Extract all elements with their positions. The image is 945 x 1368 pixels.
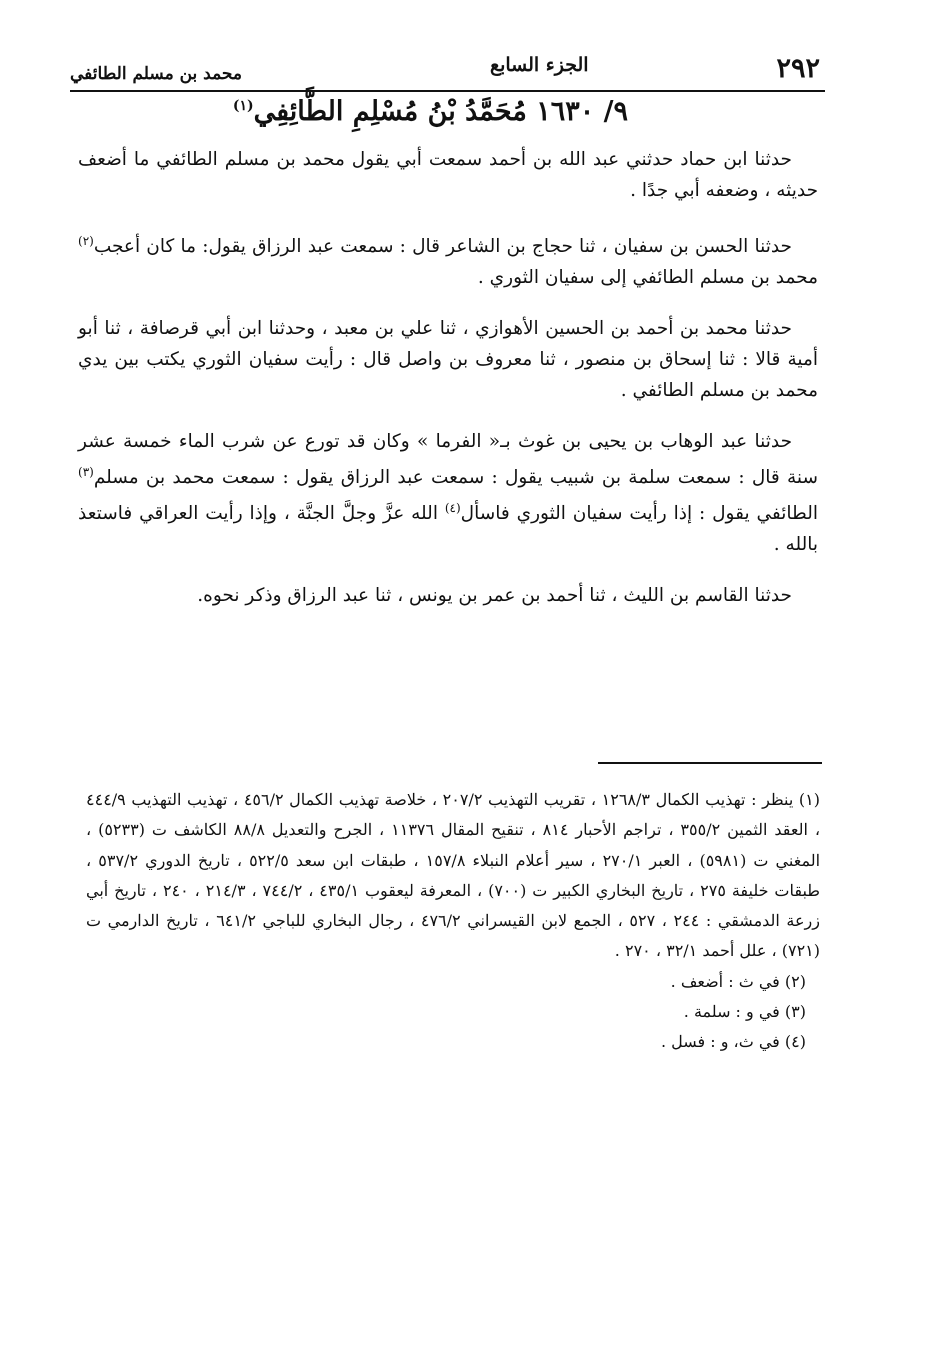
footnote-ref-3: (٣)	[78, 465, 94, 480]
title-footnote-ref: (١)	[232, 98, 254, 114]
paragraph-4	[78, 426, 818, 560]
paragraph-2-part-2: محمد بن مسلم الطائفي إلى سفيان الثوري .	[477, 267, 818, 289]
paragraph-3: حدثنا محمد بن أحمد بن الحسين الأهوازي ، ثنا علي بن معبد ، وحدثنا ابن أبي قرصافة ، ثنا أبو أمية قالا : ثنا إسحاق بن منصور ، ثنا معروف بن واصل قال : رأيت سفيان الثوري يكتب بين يدي محمد بن مسلم الطائفي .	[78, 318, 818, 402]
paragraph-4-part-2: الطائفي يقول : إذا رأيت سفيان الثوري فاسأل	[460, 503, 818, 525]
footnote-separator	[598, 762, 822, 764]
entry-title-text: ٩/ ١٦٣٠ مُحَمَّدُ بْنُ مُسْلِمِ الطَّائِفِي	[253, 96, 628, 127]
running-title: محمد بن مسلم الطائفي	[70, 64, 243, 84]
footnote-2: (٢) في ث : أضعف .	[670, 971, 806, 991]
footnote-ref-4: (٤)	[444, 501, 461, 516]
footnote-1: (١) ينظر : تهذيب الكمال ١٢٦٨/٣ ، تقريب التهذيب ٢٠٧/٢ ، خلاصة تهذيب الكمال ٤٥٦/٢ ، تهذيب التهذيب ٤٤٤/٩ ، العقد الثمين ٣٥٥/٢ ، تراجم الأحبار ٨١٤ ، تنقيح المقال ١١٣٧٦ ، الجرح والتعديل ٨٨/٨ الكاشف ت (٥٢٣٣) ، المغني ت (٥٩٨١) ، العبر ٢٧٠/١ ، سير أعلام النبلاء ١٥٧/٨ ، طبقات ابن سعد ٥٢٢/٥ ، تاريخ الدوري ٥٣٧/٢ ، طبقات خليفة ٢٧٥ ، تاريخ البخاري الكبير ت (٧٠٠) ، المعرفة ليعقوب ٤٣٥/١ ، ٧٤٤/٢ ، ٢١٤/٣ ، ٢٤٠ ، تاريخ أبي زرعة الدمشقي : ٢٤٤ ، ٥٢٧ ، الجمع لابن القيسراني ٤٧٦/٢ ، رجال البخاري للباجي ٦٤١/٢ ، تاريخ الدارمي ت (٧٢١) ، علل أحمد ٣٢/١ ، ٢٧٠ .	[86, 790, 821, 961]
header-rule	[70, 90, 825, 92]
paragraph-4-part-1: حدثنا عبد الوهاب بن يحيى بن غوث بـ« الفرما » وكان قد تورع عن شرب الماء خمسة عشر سنة قال : سمعت سلمة بن شبيب يقول : سمعت عبد الرزاق يقول : سمعت محمد بن مسلم	[78, 431, 818, 489]
footnote-ref-2: (٢)	[78, 234, 94, 248]
paragraph-1: حدثنا ابن حماد حدثني عبد الله بن أحمد سمعت أبي يقول محمد بن مسلم الطائفي ما أضعف حديثه ، وضعفه أبي جدًا .	[78, 149, 818, 201]
paragraph-5: حدثنا القاسم بن الليث ، ثنا أحمد بن عمر بن يونس ، ثنا عبد الرزاق وذكر نحوه.	[197, 585, 792, 607]
entry-title	[150, 96, 628, 127]
page-number: ٢٩٢	[776, 53, 820, 84]
paragraph-4-part-3: الله عزَّ وجلَّ الجنَّة ، وإذا رأيت العراقي فاستعذ بالله .	[78, 503, 818, 556]
page-header	[70, 38, 820, 84]
volume-label: الجزء السابع	[489, 54, 589, 76]
paragraph-2	[78, 226, 818, 293]
footnote-4: (٤) في ث، و : فسل .	[660, 1032, 806, 1052]
main-text	[78, 144, 818, 631]
footnotes	[86, 785, 820, 1058]
paragraph-2-part-1: حدثنا الحسن بن سفيان ، ثنا حجاج بن الشاعر قال : سمعت عبد الرزاق يقول: ما كان أعجب	[93, 236, 792, 258]
footnote-3: (٣) في و : سلمة .	[683, 1002, 806, 1022]
